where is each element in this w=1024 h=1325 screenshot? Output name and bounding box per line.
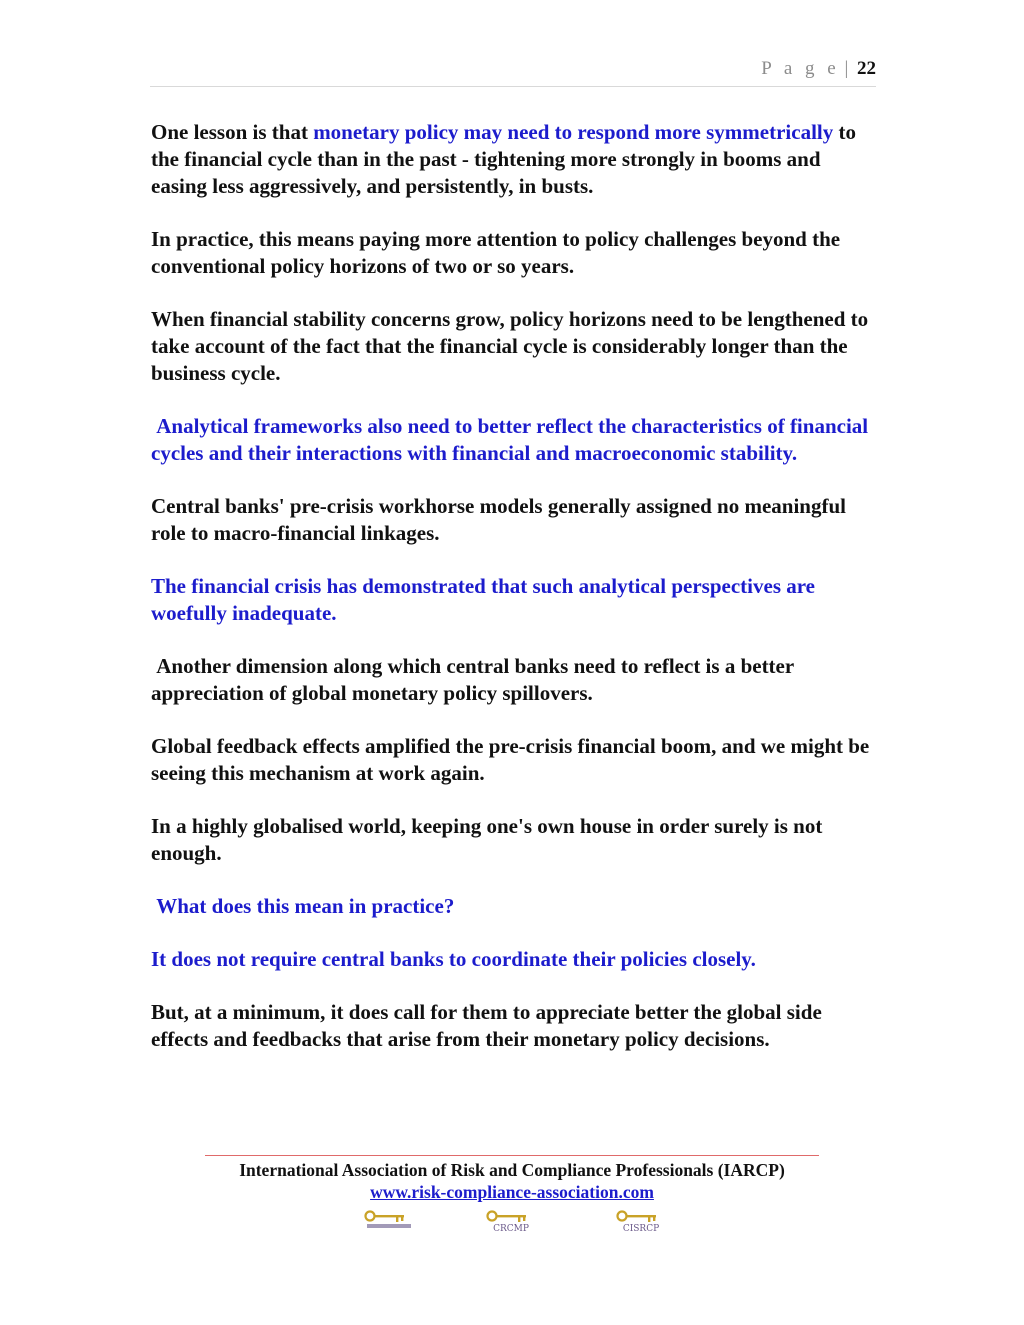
highlighted-text: monetary policy may need to respond more symmetrically (313, 120, 834, 144)
body-text: Global feedback effects amplified the pre-crisis financial boom, and we might be seeing this mechanism at work again. (151, 734, 870, 785)
crcmp-key-logo (485, 1210, 537, 1238)
paragraph (151, 999, 876, 1053)
paragraph (151, 813, 876, 867)
paragraph (151, 306, 876, 387)
paragraph (151, 226, 876, 280)
paragraph (151, 119, 876, 200)
body-text: to the financial cycle than in the past - tightening more strongly in booms and easing less aggressively, and persistently, in busts. (151, 120, 856, 198)
logo-caption: CRCMP (493, 1224, 529, 1234)
logo-caption: CISRCP (622, 1224, 660, 1234)
highlighted-text: Analytical frameworks also need to better reflect the characteristics of financial cycles and their interactions with financial and macroeconomic stability. (151, 414, 869, 465)
paragraph (151, 493, 876, 547)
paragraph (151, 733, 876, 787)
highlighted-text: What does this mean in practice? (151, 894, 455, 918)
body-text: Central banks' pre-crisis workhorse models generally assigned no meaningful role to macro-financial linkages. (151, 494, 846, 545)
body-text: When financial stability concerns grow, policy horizons need to be lengthened to take account of the fact that the financial cycle is considerably longer than the business cycle. (151, 307, 869, 385)
footer-logos (355, 1210, 675, 1240)
highlighted-text: It does not require central banks to coordinate their policies closely. (151, 947, 756, 971)
website-link[interactable]: www.risk-compliance-association.com (370, 1182, 654, 1202)
body-text: But, at a minimum, it does call for them to appreciate better the global side effects and feedbacks that arise from their monetary policy decisions. (151, 1000, 822, 1051)
body-text: In practice, this means paying more attention to policy challenges beyond the conventional policy horizons of two or so years. (151, 227, 841, 278)
body-text: In a highly globalised world, keeping one's own house in order surely is not enough. (151, 814, 823, 865)
body-text: One lesson is that (151, 120, 314, 144)
document-body (151, 119, 876, 1079)
page-word: P a g e (761, 58, 840, 79)
paragraph (151, 946, 876, 973)
body-text: Another dimension along which central banks need to reflect is a better appreciation of global monetary policy spillovers. (151, 654, 794, 705)
organization-name: International Association of Risk and Compliance Professionals (IARCP) (239, 1160, 785, 1180)
page-separator: | (844, 58, 849, 79)
cisrcp-key-logo (615, 1210, 667, 1238)
page-number: 22 (857, 58, 876, 79)
highlighted-text: The financial crisis has demonstrated that such analytical perspectives are woefully inadequate. (151, 574, 816, 625)
paragraph (151, 653, 876, 707)
paragraph (151, 573, 876, 627)
paragraph (151, 893, 876, 920)
page-footer (205, 1155, 819, 1203)
paragraph (151, 413, 876, 467)
page-header (150, 58, 876, 87)
iarcp-key-logo (363, 1210, 415, 1238)
